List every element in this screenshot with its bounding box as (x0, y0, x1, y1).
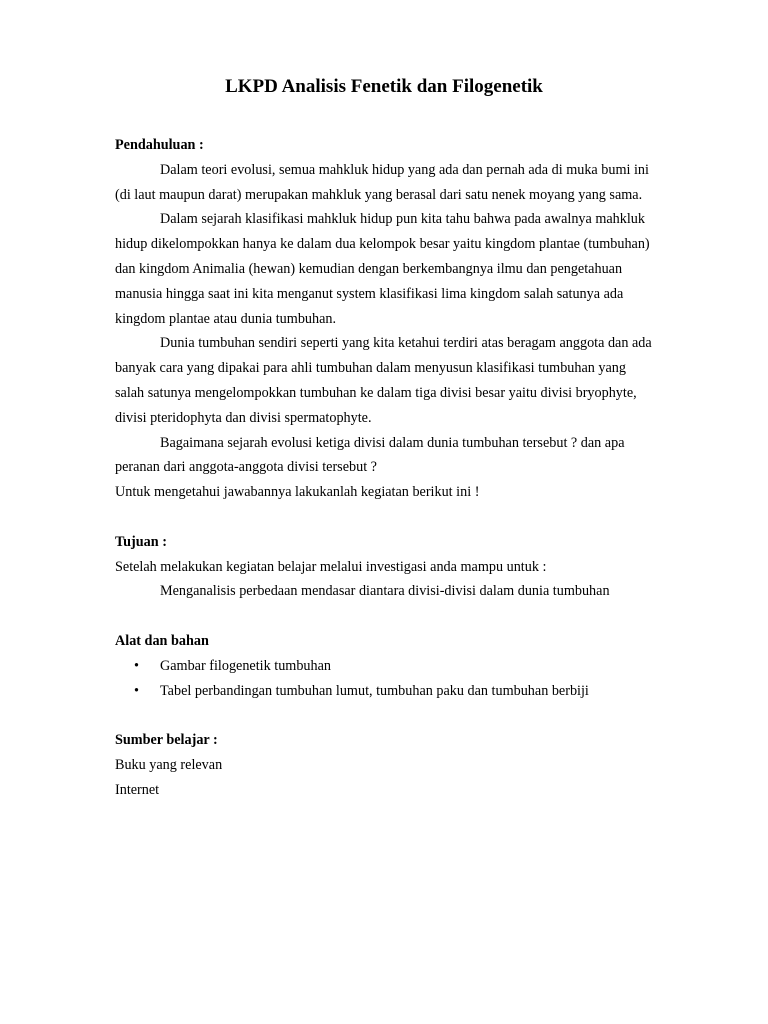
tujuan-intro: Setelah melakukan kegiatan belajar melalui investigasi anda mampu untuk : (115, 558, 547, 575)
pendahuluan-paragraph-4: Bagaimana sejarah evolusi ketiga divisi dalam dunia tumbuhan tersebut ? dan apa peranan dari anggota-anggota divisi tersebut ? (115, 434, 625, 476)
list-item (115, 679, 655, 704)
document-title: LKPD Analisis Fenetik dan Filogenetik (225, 76, 543, 97)
sumber-belajar-item: Internet (115, 781, 160, 798)
bullet-icon: • (134, 657, 139, 674)
tujuan-heading: Tujuan : (115, 533, 167, 550)
alat-bahan-heading: Alat dan bahan (115, 632, 209, 649)
section-spacer (115, 505, 655, 530)
section-sumber-belajar (115, 728, 655, 802)
section-alat-bahan (115, 629, 655, 703)
pendahuluan-paragraph-3: Dunia tumbuhan sendiri seperti yang kita ketahui terdiri atas beragam anggota dan ada banyak cara yang dipakai para ahli tumbuhan dalam menyusun klasifikasi tumbuhan yang salah satunya mengelompokkan tumbuhan ke dalam tiga divisi besar yaitu divisi bryophyte, divisi pteridophyta dan divisi spermatophyte. (115, 335, 652, 426)
pendahuluan-closing: Untuk mengetahui jawabannya lakukanlah kegiatan berikut ini ! (115, 484, 480, 501)
section-spacer (115, 604, 655, 629)
document-body (115, 133, 655, 803)
pendahuluan-paragraph-2: Dalam sejarah klasifikasi mahkluk hidup pun kita tahu bahwa pada awalnya mahkluk hidup dikelompokkan hanya ke dalam dua kelompok besar yaitu kingdom plantae (tumbuhan) dan kingdom Animalia (hewan) kemudian dengan berkembangnya ilmu dan pengetahuan manusia hingga saat ini kita menganut system klasifikasi lima kingdom salah satunya ada kingdom plantae atau dunia tumbuhan. (115, 211, 650, 327)
list-item (115, 654, 655, 679)
list-item-text: Tabel perbandingan tumbuhan lumut, tumbuhan paku dan tumbuhan berbiji (160, 682, 589, 699)
sumber-belajar-item: Buku yang relevan (115, 756, 223, 773)
alat-bahan-list (115, 654, 655, 704)
list-item-text: Gambar filogenetik tumbuhan (160, 657, 331, 674)
pendahuluan-paragraph-1: Dalam teori evolusi, semua mahkluk hidup yang ada dan pernah ada di muka bumi ini (di laut maupun darat) merupakan mahkluk yang berasal dari satu nenek moyang yang sama. (115, 161, 649, 203)
section-tujuan (115, 530, 655, 604)
pendahuluan-heading: Pendahuluan : (115, 137, 204, 153)
section-spacer (115, 703, 655, 728)
section-pendahuluan (115, 133, 655, 505)
sumber-belajar-heading: Sumber belajar : (115, 732, 218, 749)
tujuan-item: Menganalisis perbedaan mendasar diantara divisi-divisi dalam dunia tumbuhan (160, 583, 610, 600)
bullet-icon: • (134, 682, 139, 699)
